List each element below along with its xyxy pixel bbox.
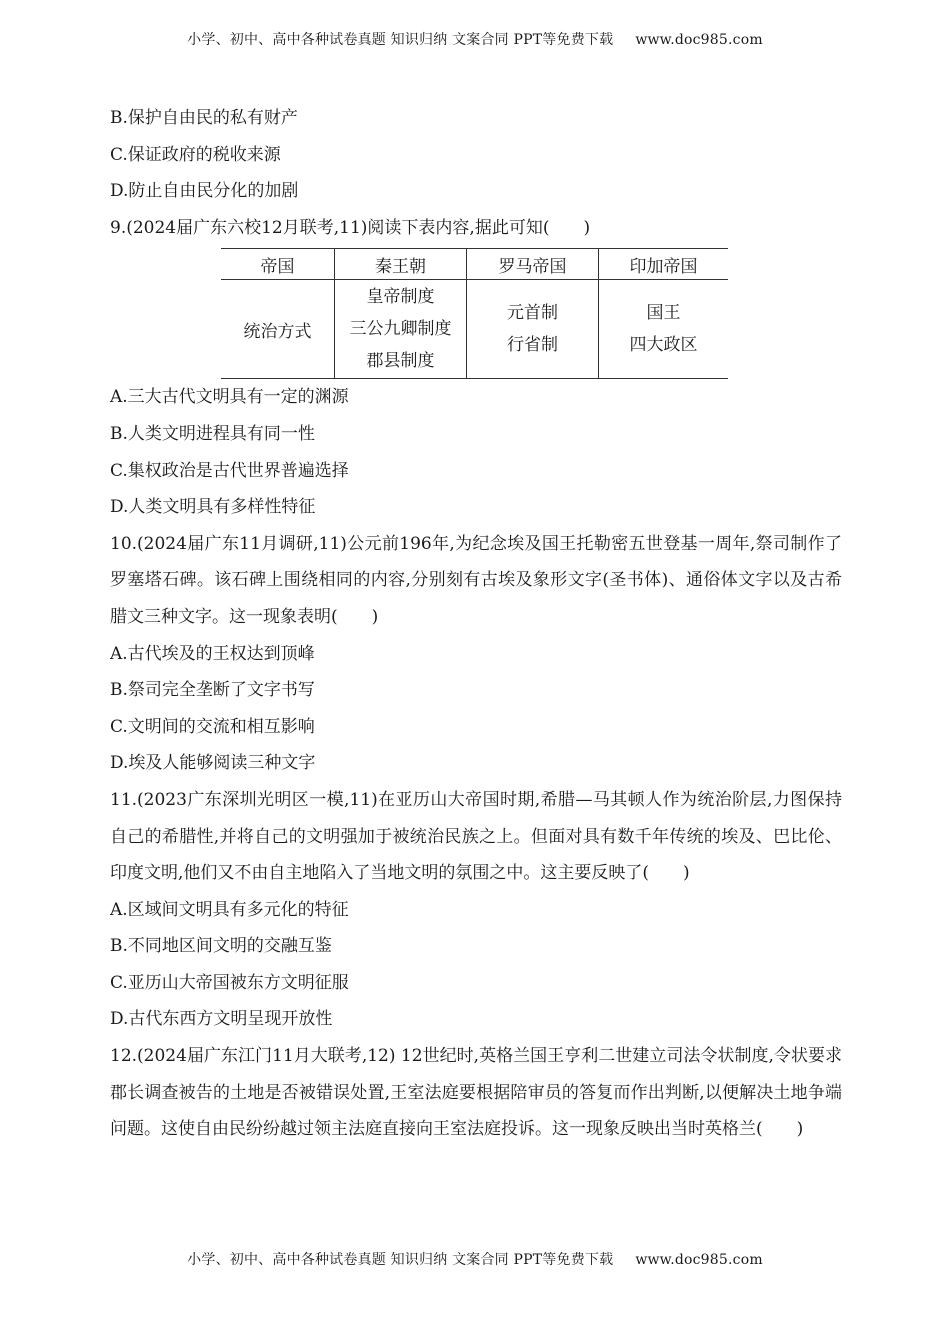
q9-inca-item: 四大政区 [629, 335, 698, 356]
q9-header-inca: 印加帝国 [599, 249, 729, 280]
q9-header-rome: 罗马帝国 [467, 249, 599, 280]
q9-header-empire: 帝国 [221, 249, 335, 280]
q10-stem: 10.(2024届广东11月调研,11)公元前196年,为纪念埃及国王托勒密五世登基一周年,祭司制作了罗塞塔石碑。该石碑上围绕相同的内容,分别刻有古埃及象形文字(圣书体)、通俗体文字以及古希腊文三种文字。这一现象表明( ) [110, 533, 842, 627]
q9-option-d: D.人类文明具有多样性特征 [110, 497, 316, 518]
q9-inca-item: 国王 [646, 303, 681, 324]
q9-option-c: C.集权政治是古代世界普遍选择 [110, 460, 349, 481]
q11-stem: 11.(2023广东深圳光明区一模,11)在亚历山大帝国时期,希腊—马其顿人作为统治阶层,力图保持自己的希腊性,并将自己的文明强加于被统治民族之上。但面对具有数千年传统的埃及、巴比伦、印度文明,他们又不由自主地陷入了当地文明的氛围之中。这主要反映了( ) [110, 789, 842, 884]
page-header [0, 29, 950, 49]
question-10 [110, 526, 842, 782]
q8-option-d: D.防止自由民分化的加剧 [110, 181, 299, 202]
q9-rome-item: 行省制 [507, 335, 558, 356]
q9-qin-item: 三公九卿制度 [349, 319, 452, 340]
q9-table-body-row [221, 280, 728, 379]
q9-cell-qin [335, 280, 467, 379]
q10-option-b: B.祭司完全垄断了文字书写 [110, 680, 315, 701]
page-footer [0, 1249, 950, 1269]
q9-option-a: A.三大古代文明具有一定的渊源 [110, 387, 349, 408]
q10-option-a: A.古代埃及的王权达到顶峰 [110, 643, 315, 664]
q8-option-c: C.保证政府的税收来源 [110, 144, 281, 165]
document-body [110, 100, 842, 1148]
question-11 [110, 782, 842, 1038]
q9-table-header-row [221, 249, 728, 280]
footer-text: 小学、初中、高中各种试卷真题 知识归纳 文案合同 PPT等免费下载 [187, 1252, 614, 1268]
q9-header-qin: 秦王朝 [335, 249, 467, 280]
question-12 [110, 1038, 842, 1148]
q11-option-c: C.亚历山大帝国被东方文明征服 [110, 972, 349, 993]
question-9 [110, 210, 842, 526]
q9-stem: 9.(2024届广东六校12月联考,11)阅读下表内容,据此可知( ) [110, 217, 591, 238]
q9-table [221, 248, 728, 379]
q9-option-b: B.人类文明进程具有同一性 [110, 423, 315, 444]
q8-options [110, 100, 842, 210]
q10-option-c: C.文明间的交流和相互影响 [110, 716, 315, 737]
q9-qin-item: 皇帝制度 [366, 287, 435, 308]
q11-option-a: A.区域间文明具有多元化的特征 [110, 899, 349, 920]
q9-row-label: 统治方式 [221, 280, 335, 379]
q8-option-b: B.保护自由民的私有财产 [110, 108, 298, 128]
q11-option-b: B.不同地区间文明的交融互鉴 [110, 936, 332, 957]
header-url[interactable]: www.doc985.com [635, 32, 763, 48]
q12-stem: 12.(2024届广东江门11月大联考,12) 12世纪时,英格兰国王亨利二世建立司法令状制度,令状要求郡长调查被告的土地是否被错误处置,王室法庭要根据陪审员的答复而作出判断,以便解决土地争端问题。这使自由民纷纷越过领主法庭直接向王室法庭投诉。这一现象反映出当时英格兰( ) [110, 1046, 842, 1140]
footer-url[interactable]: www.doc985.com [635, 1252, 763, 1268]
q10-option-d: D.埃及人能够阅读三种文字 [110, 753, 316, 774]
header-text: 小学、初中、高中各种试卷真题 知识归纳 文案合同 PPT等免费下载 [187, 32, 614, 48]
q9-cell-inca [599, 280, 729, 379]
q11-option-d: D.古代东西方文明呈现开放性 [110, 1009, 333, 1030]
q9-cell-rome [467, 280, 599, 379]
q9-rome-item: 元首制 [507, 303, 558, 324]
q9-qin-item: 郡县制度 [366, 351, 435, 372]
